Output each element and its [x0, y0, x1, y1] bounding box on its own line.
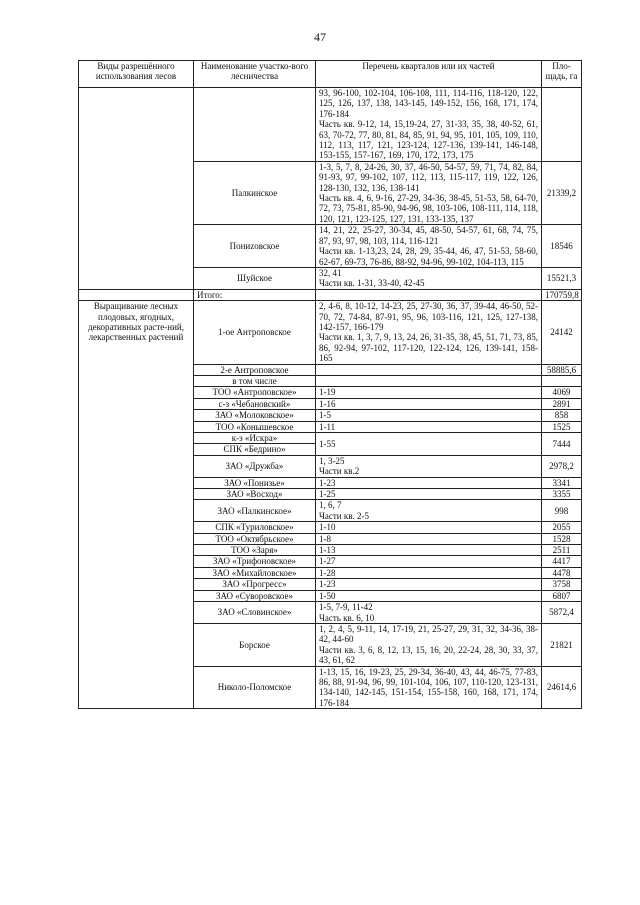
forestry-name: СПК «Бедрино»	[194, 444, 316, 455]
quarters-line: 1-16	[319, 398, 336, 409]
quarters-cell	[316, 301, 542, 364]
quarters-line: 1-5, 7-9, 11-42	[319, 602, 373, 613]
area-value: 4417	[542, 556, 582, 567]
forestry-name: 1-ое Антроповское	[194, 301, 316, 364]
forestry-name: Борское	[194, 623, 316, 666]
use-cell-continued	[79, 88, 194, 290]
forestry-name: Шуйское	[194, 267, 316, 289]
quarters-cell	[316, 477, 542, 488]
quarters-line: 1-13, 15, 16, 19-23, 25, 29-34, 36-40, 43, 44, 46-75, 77-83, 86, 88, 91-94, 96, 99, 101-104, 106, 107, 110-120, 123-131, 134-140, 142-145, 151-154, 155-158, 160, 168, 171, 174, 176-184	[319, 666, 538, 708]
quarters-line: Части кв.2	[319, 466, 360, 477]
table-header-row	[79, 61, 582, 88]
forestry-name: ЗАО «Молоковское»	[194, 410, 316, 421]
quarters-line: Часть кв. 9-12, 14, 15,19-24, 27, 31-33, 35, 38, 40-52, 61, 63, 70-72, 77, 80, 81, 84, 85, 91, 94, 95, 101, 105, 109, 110, 112, 113, 117, 121, 123-124, 127-136, 139-141, 146-148, 153-155, 157-167, 169, 170, 172, 173, 175	[319, 119, 538, 161]
quarters-cell	[316, 623, 542, 666]
quarters-line: Часть кв. 6, 10	[319, 612, 375, 623]
quarters-line: 2, 4-6, 8, 10-12, 14-23, 25, 27-30, 36, 37, 39-44, 46-50, 52-70, 72, 74-84, 87-91, 95, 96, 103-116, 121, 125, 127-138, 142-157, 166-179	[319, 301, 538, 332]
area-value: 2978,2	[542, 455, 582, 477]
area-value: 24614,6	[542, 666, 582, 709]
quarters-cell	[316, 567, 542, 578]
forestry-name: ЗАО «Прогресс»	[194, 579, 316, 590]
forestry-name: 2-е Антроповское	[194, 364, 316, 375]
area-value: 2055	[542, 522, 582, 533]
forestry-name: ЗАО «Дружба»	[194, 455, 316, 477]
total-empty	[79, 289, 194, 300]
quarters-line: 1-13	[319, 545, 336, 556]
quarters-line: 1-23	[319, 579, 336, 590]
quarters-cell	[316, 421, 542, 432]
forestry-name: Палкинское	[194, 161, 316, 224]
quarters-line: 32, 41	[319, 267, 342, 278]
quarters-line: 1-50	[319, 590, 336, 601]
quarters-cell	[316, 556, 542, 567]
forestry-name: к-з «Искра»	[194, 433, 316, 444]
area-value: 7444	[542, 433, 582, 456]
quarters-cell	[316, 590, 542, 601]
area-value: 998	[542, 500, 582, 522]
quarters-cell	[316, 387, 542, 398]
quarters-line: 1-5	[319, 410, 331, 421]
header-area: Пло-щадь, га	[542, 61, 582, 88]
table-row	[79, 88, 582, 162]
area-value: 5872,4	[542, 602, 582, 624]
header-forestry: Наименование участко-вого лесничества	[194, 61, 316, 88]
use-cell: Выращивание лесных плодовых, ягодных, декоративных расте-ний, лекарственных растений	[79, 301, 194, 709]
area-value: 18546	[542, 225, 582, 268]
area-value: 4478	[542, 567, 582, 578]
forest-use-table	[78, 60, 582, 709]
forestry-name: в том числе	[194, 375, 316, 386]
forestry-name	[194, 88, 316, 162]
page-number: 47	[314, 30, 326, 44]
quarters-line: Части кв. 2-5	[319, 510, 369, 521]
quarters-cell	[316, 666, 542, 709]
quarters-line: 1-3, 5, 7, 8, 24-26, 30, 37, 46-50, 54-57, 59, 71, 74, 82, 84, 91-93, 97, 99-102, 107, 112, 113, 115-117, 119, 122, 126, 128-130, 132, 136, 138-141	[319, 161, 538, 193]
forestry-name: ЗАО «Словинское»	[194, 602, 316, 624]
quarters-cell	[316, 398, 542, 409]
quarters-line: 1-19	[319, 387, 336, 398]
forestry-name: ЗАО «Трифоновское»	[194, 556, 316, 567]
quarters-cell	[316, 545, 542, 556]
forestry-name: ЗАО «Понизье»	[194, 477, 316, 488]
quarters-line: Часть кв. 4, 6, 9-16, 27-29, 34-36, 38-45, 51-53, 58, 64-70, 72, 73, 75-81, 85-90, 94-96, 98, 103-106, 108-111, 114, 118, 120, 121, 123-125, 127, 131, 133-135, 137	[319, 193, 538, 224]
quarters-line: 1-10	[319, 522, 336, 533]
quarters-line: 1, 2, 4, 5, 9-11, 14, 17-19, 21, 25-27, 29, 31, 32, 34-36, 38-42, 44-60	[319, 623, 538, 645]
forestry-name: ТОО «Конышевское	[194, 421, 316, 432]
quarters-cell	[316, 489, 542, 500]
area-value: 1525	[542, 421, 582, 432]
area-value: 15521,3	[542, 267, 582, 289]
quarters-cell	[316, 500, 542, 522]
quarters-line: 14, 21, 22, 25-27, 30-34, 45, 48-50, 54-57, 61, 68, 74, 75, 87, 93, 97, 98, 103, 114, 116-121	[319, 225, 538, 246]
area-value: 58885,6	[542, 364, 582, 375]
quarters-line: 1-8	[319, 533, 331, 544]
area-value: 21821	[542, 623, 582, 666]
quarters-cell	[316, 375, 542, 386]
forestry-name: СПК «Туриловское»	[194, 522, 316, 533]
quarters-line: 1, 6, 7	[319, 500, 342, 511]
area-value	[542, 375, 582, 386]
forestry-name: с-з «Чебановский»	[194, 398, 316, 409]
header-use: Виды разрешённого использования лесов	[79, 61, 194, 88]
forestry-name: ТОО «Заря»	[194, 545, 316, 556]
forestry-name: Пониzовское	[194, 225, 316, 268]
quarters-line: 1, 3-25	[319, 455, 345, 466]
quarters-line: 1-27	[319, 556, 336, 567]
quarters-cell	[316, 579, 542, 590]
forestry-name: ЗАО «Восход»	[194, 489, 316, 500]
total-empty-quarters	[316, 289, 542, 300]
forestry-name: ЗАО «Михайловское»	[194, 567, 316, 578]
quarters-cell	[316, 433, 542, 456]
quarters-cell	[316, 364, 542, 375]
area-value: 1528	[542, 533, 582, 544]
table-row	[79, 301, 582, 364]
area-value: 2511	[542, 545, 582, 556]
area-value: 3758	[542, 579, 582, 590]
quarters-cell	[316, 161, 542, 224]
quarters-line: 1-55	[319, 438, 336, 449]
quarters-cell	[316, 533, 542, 544]
forestry-name: ТОО «Антроповское»	[194, 387, 316, 398]
total-label: Итого:	[194, 289, 316, 300]
quarters-cell	[316, 267, 542, 289]
header-quarters: Перечень кварталов или их частей	[316, 61, 542, 88]
area-value: 4069	[542, 387, 582, 398]
area-value: 3355	[542, 489, 582, 500]
quarters-cell	[316, 410, 542, 421]
forestry-name: ТОО «Октябрьское»	[194, 533, 316, 544]
area-value: 24142	[542, 301, 582, 364]
quarters-line: 1-11	[319, 421, 336, 432]
total-row	[79, 289, 582, 300]
quarters-line: Части кв. 3, 6, 8, 12, 13, 15, 16, 20, 22-24, 28, 30, 33, 37, 43, 61, 62	[319, 644, 538, 666]
quarters-line: Части кв. 1, 3, 7, 9, 13, 24, 26, 31-35, 38, 45, 51, 71, 73, 85, 86, 92-94, 97-102, 117-120, 122-124, 126, 139-141, 158-165	[319, 332, 538, 364]
quarters-line: 1-25	[319, 489, 336, 500]
area-value: 6807	[542, 590, 582, 601]
quarters-cell	[316, 88, 542, 162]
area-value: 3341	[542, 477, 582, 488]
quarters-line: 93, 96-100, 102-104, 106-108, 111, 114-116, 118-120, 122, 125, 126, 137, 138, 143-145, 149-152, 156, 168, 171, 174, 176-184	[319, 88, 538, 119]
quarters-line: 1-28	[319, 567, 336, 578]
area-value: 21339,2	[542, 161, 582, 224]
quarters-line: Части кв. 1-31, 33-40, 42-45	[319, 278, 425, 289]
quarters-line: Части кв. 1-13,23, 24, 28, 29, 35-44, 46, 47, 51-53, 58-60, 62-67, 69-73, 76-86, 88-92, 94-96, 99-102, 104-113, 115	[319, 246, 538, 267]
area-value: 858	[542, 410, 582, 421]
forestry-name: Николо-Поломское	[194, 666, 316, 709]
quarters-cell	[316, 225, 542, 268]
forestry-name: ЗАО «Палкинское»	[194, 500, 316, 522]
quarters-cell	[316, 602, 542, 624]
total-area: 170759,8	[542, 289, 582, 300]
forestry-name: ЗАО «Суворовское»	[194, 590, 316, 601]
quarters-line: 1-23	[319, 477, 336, 488]
quarters-cell	[316, 522, 542, 533]
area-value: 2891	[542, 398, 582, 409]
area-value	[542, 88, 582, 162]
quarters-cell	[316, 455, 542, 477]
